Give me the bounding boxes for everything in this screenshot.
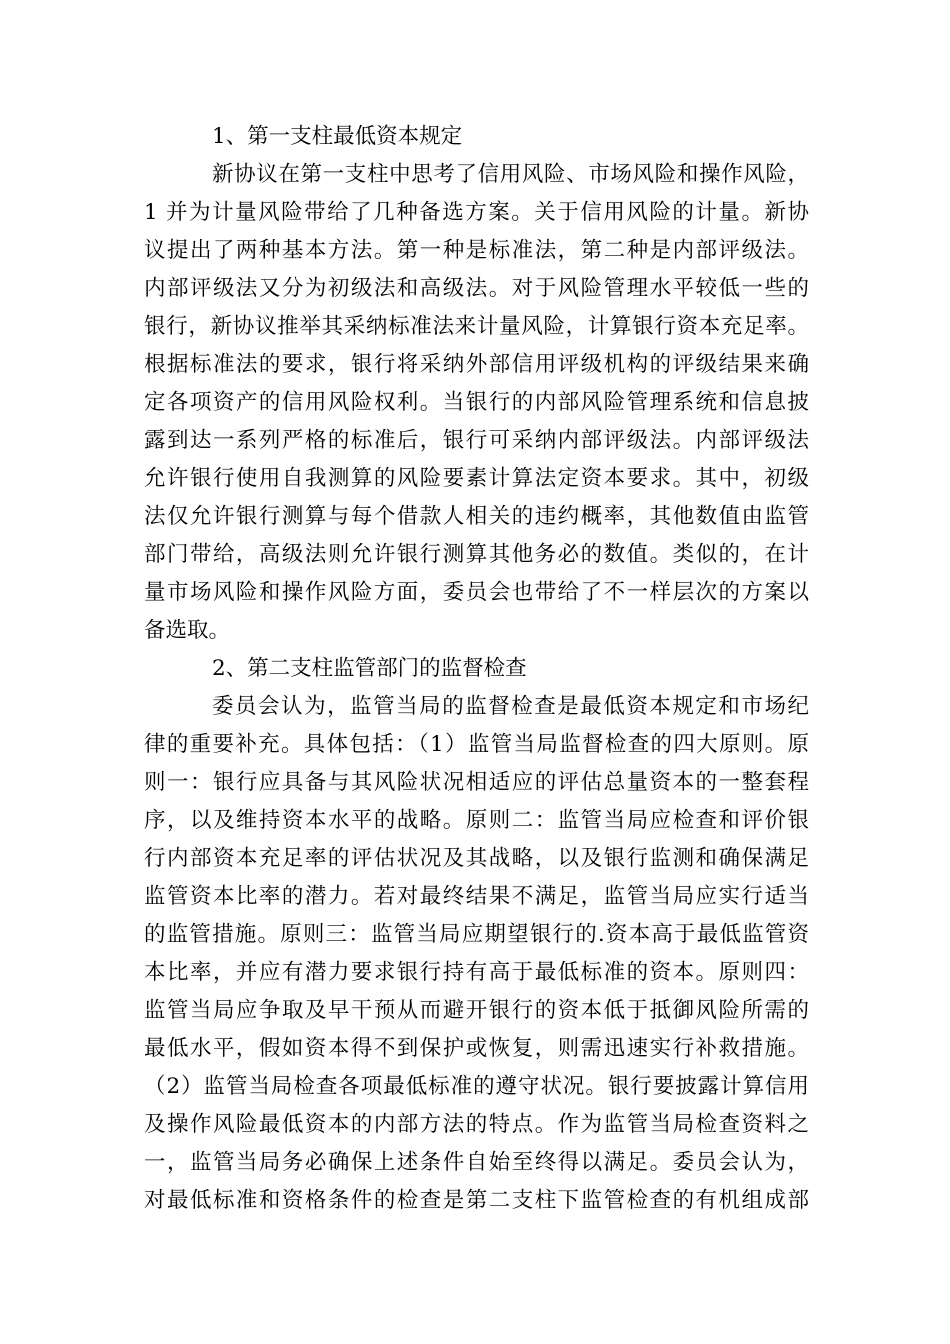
paragraph-line: 最低水平，假如资本得不到保护或恢复，则需迅速实行补救措施。 <box>144 1036 809 1061</box>
paragraph-line: 一，监管当局务必确保上述条件自始至终得以满足。委员会认为， <box>144 1150 809 1175</box>
paragraph-line: 委员会认为，监管当局的监督检查是最低资本规定和市场纪 <box>212 694 809 719</box>
paragraph-line: 根据标准法的要求，银行将采纳外部信用评级机构的评级结果来确 <box>144 352 809 377</box>
paragraph-line: 允许银行使用自我测算的风险要素计算法定资本要求。其中，初级 <box>144 466 809 491</box>
paragraph-line: 1 并为计量风险带给了几种备选方案。关于信用风险的计量。新协 <box>144 200 809 225</box>
paragraph-line: 律的重要补充。具体包括：（1）监管当局监督检查的四大原则。原 <box>144 732 809 757</box>
paragraph-line: 银行，新协议推举其采纳标准法来计量风险，计算银行资本充足率。 <box>144 314 809 339</box>
paragraph-line: 露到达一系列严格的标准后，银行可采纳内部评级法。内部评级法 <box>144 428 809 453</box>
paragraph-line: 对最低标准和资格条件的检查是第二支柱下监管检查的有机组成部 <box>144 1188 809 1213</box>
paragraph-line: 内部评级法又分为初级法和高级法。对于风险管理水平较低一些的 <box>144 276 809 301</box>
paragraph-line: 及操作风险最低资本的内部方法的特点。作为监管当局检查资料之 <box>144 1112 809 1137</box>
paragraph-line: 监管当局应争取及早干预从而避开银行的资本低于抵御风险所需的 <box>144 998 809 1023</box>
paragraph-line: 新协议在第一支柱中思考了信用风险、市场风险和操作风险， <box>212 162 809 187</box>
paragraph-line: 序，以及维持资本水平的战略。原则二：监管当局应检查和评价银 <box>144 808 809 833</box>
paragraph-line: 行内部资本充足率的评估状况及其战略，以及银行监测和确保满足 <box>144 846 809 871</box>
paragraph-line: 监管资本比率的潜力。若对最终结果不满足，监管当局应实行适当 <box>144 884 809 909</box>
paragraph-line: 法仅允许银行测算与每个借款人相关的违约概率，其他数值由监管 <box>144 504 809 529</box>
paragraph-line: 的监管措施。原则三：监管当局应期望银行的.资本高于最低监管资 <box>144 922 809 947</box>
paragraph-line: 部门带给，高级法则允许银行测算其他务必的数值。类似的，在计 <box>144 542 809 567</box>
paragraph-line: （2）监管当局检查各项最低标准的遵守状况。银行要披露计算信用 <box>144 1074 809 1099</box>
paragraph-line: 备选取。 <box>144 618 231 643</box>
paragraph-line: 则一：银行应具备与其风险状况相适应的评估总量资本的一整套程 <box>144 770 809 795</box>
section-1-heading: 1、第一支柱最低资本规定 <box>212 124 463 149</box>
paragraph-line: 议提出了两种基本方法。第一种是标准法，第二种是内部评级法。 <box>144 238 809 263</box>
paragraph-line: 本比率，并应有潜力要求银行持有高于最低标准的资本。原则四： <box>144 960 809 985</box>
section-2-heading: 2、第二支柱监管部门的监督检查 <box>212 656 527 681</box>
paragraph-line: 量市场风险和操作风险方面，委员会也带给了不一样层次的方案以 <box>144 580 809 605</box>
paragraph-line: 定各项资产的信用风险权利。当银行的内部风险管理系统和信息披 <box>144 390 809 415</box>
